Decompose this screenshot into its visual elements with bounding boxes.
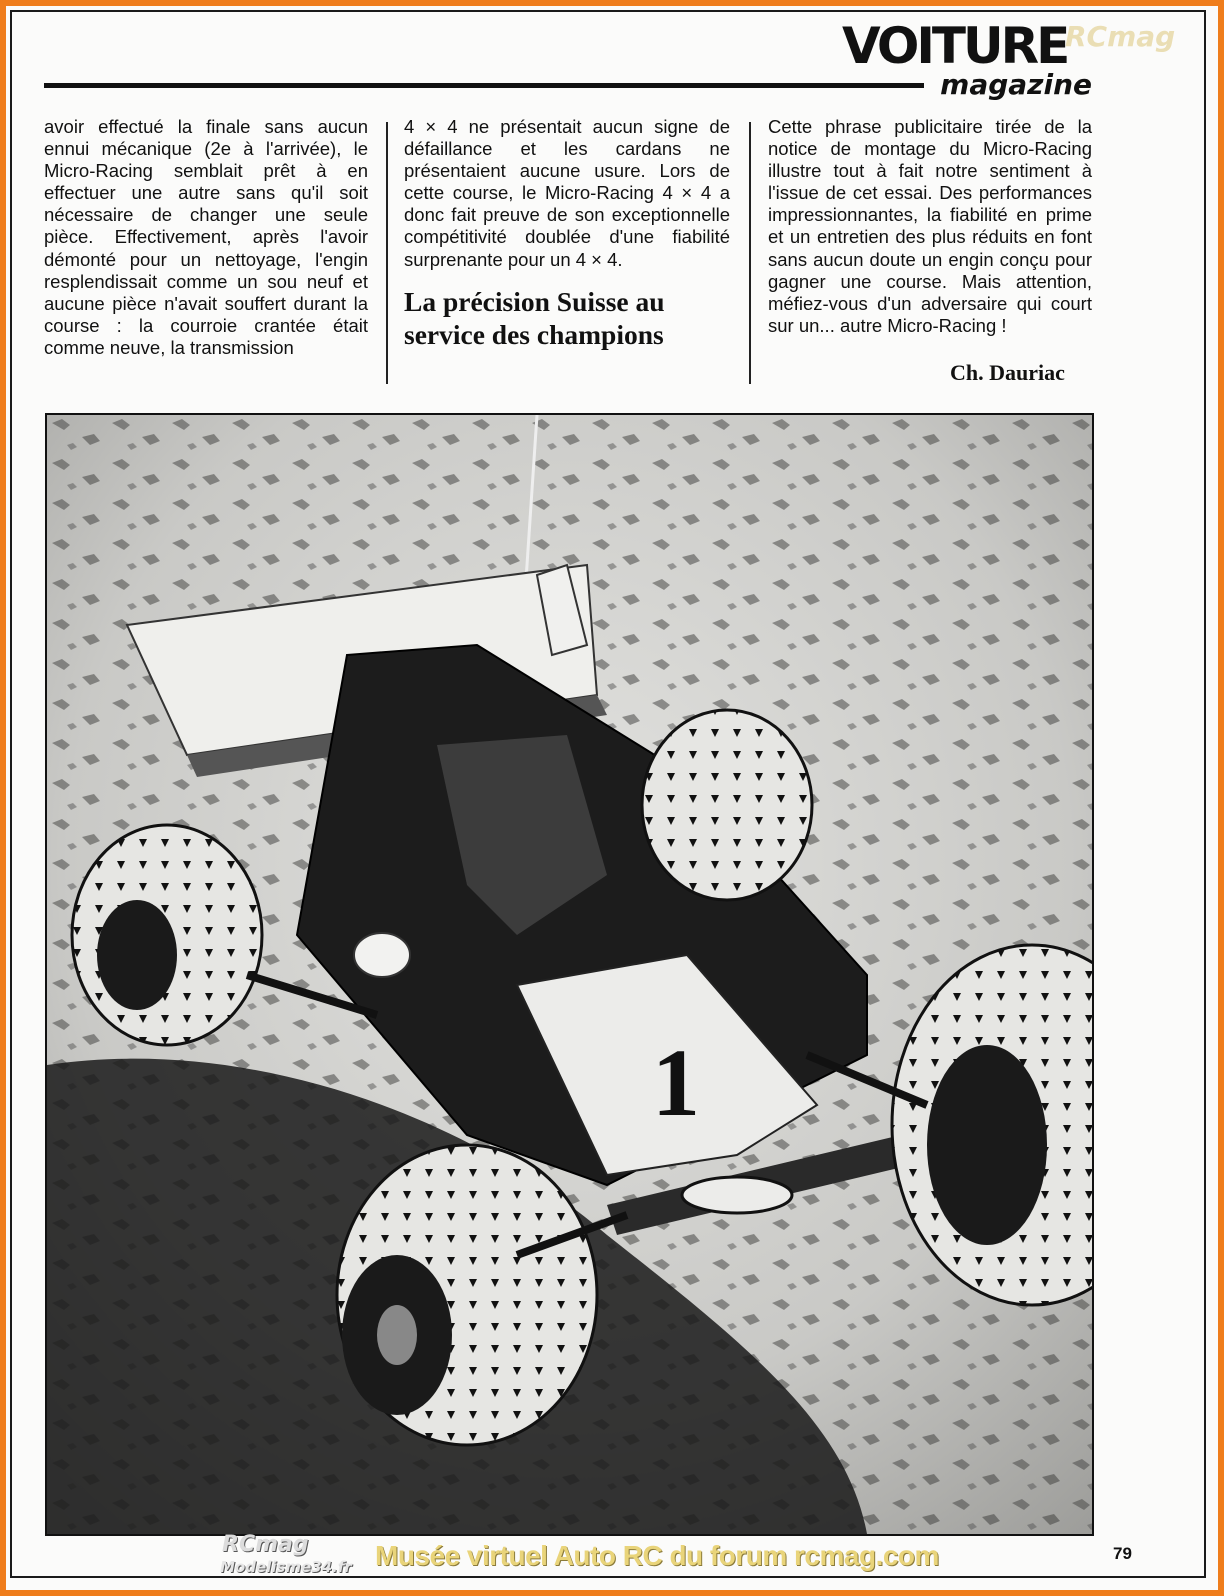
column-3-text: Cette phrase publicitaire tirée de la notice de montage du Micro-Racing illustre tout à fait notre sentiment à l'issue de cet essai. Des performances impressionnantes, la fiabilité en prime et un entretien des plus réduits en font sans aucun doute un engin conçu pour gagner une course. Mais attention, méfiez-vous d'un adversaire qui court sur un... autre Micro-Racing ! <box>768 116 1092 336</box>
author-byline: Ch. Dauriac <box>950 360 1065 385</box>
rc-buggy-photo <box>45 413 1094 1536</box>
front-left-wheel <box>337 1145 597 1445</box>
article-column-1 <box>44 116 368 359</box>
museum-watermark-banner: Musée virtuel Auto RC du forum rcmag.com <box>375 1540 939 1571</box>
modelisme-watermark: Modelisme34.fr <box>220 1558 352 1576</box>
column-2-text: 4 × 4 ne présentait aucun signe de défaillance et les cardans ne présentaient aucune usure. Lors de cette course, le Micro-Racing 4 × 4 a donc fait preuve de son exceptionnelle compétitivité doublée d'une fiabilité surprenante pour un 4 × 4. <box>404 116 730 270</box>
logo-sub: magazine <box>940 68 1092 101</box>
header-rule <box>44 83 924 88</box>
magazine-logo <box>842 17 1092 102</box>
car-number: 1 <box>652 1029 700 1136</box>
column-divider <box>749 122 751 384</box>
rear-right-wheel <box>642 710 812 900</box>
article-column-3 <box>768 116 1092 337</box>
photo-illustration <box>47 415 1092 1534</box>
logo-main: VOITURE <box>842 17 1068 75</box>
column-divider <box>386 122 388 384</box>
section-subheading: La précision Suisse au service des champions <box>404 285 665 350</box>
rcmag-watermark-top: RCmag <box>1065 20 1176 53</box>
page-number: 79 <box>1113 1544 1132 1563</box>
rcmag-watermark-logo: RCmag <box>222 1532 309 1557</box>
column-1-text: avoir effectué la finale sans aucun ennui mécanique (2e à l'arrivée), le Micro-Racing semblait prêt à en effectuer une autre sans qu'il soit nécessaire de changer une seule pièce. Effectivement, après l'avoir démonté pour un nettoyage, l'engin resplendissait comme un sou neuf et aucune pièce n'avait souffert durant la course : la courroie crantée était comme neuve, la transmission <box>44 116 368 358</box>
article-column-2 <box>404 116 730 351</box>
rear-left-wheel <box>72 825 262 1045</box>
